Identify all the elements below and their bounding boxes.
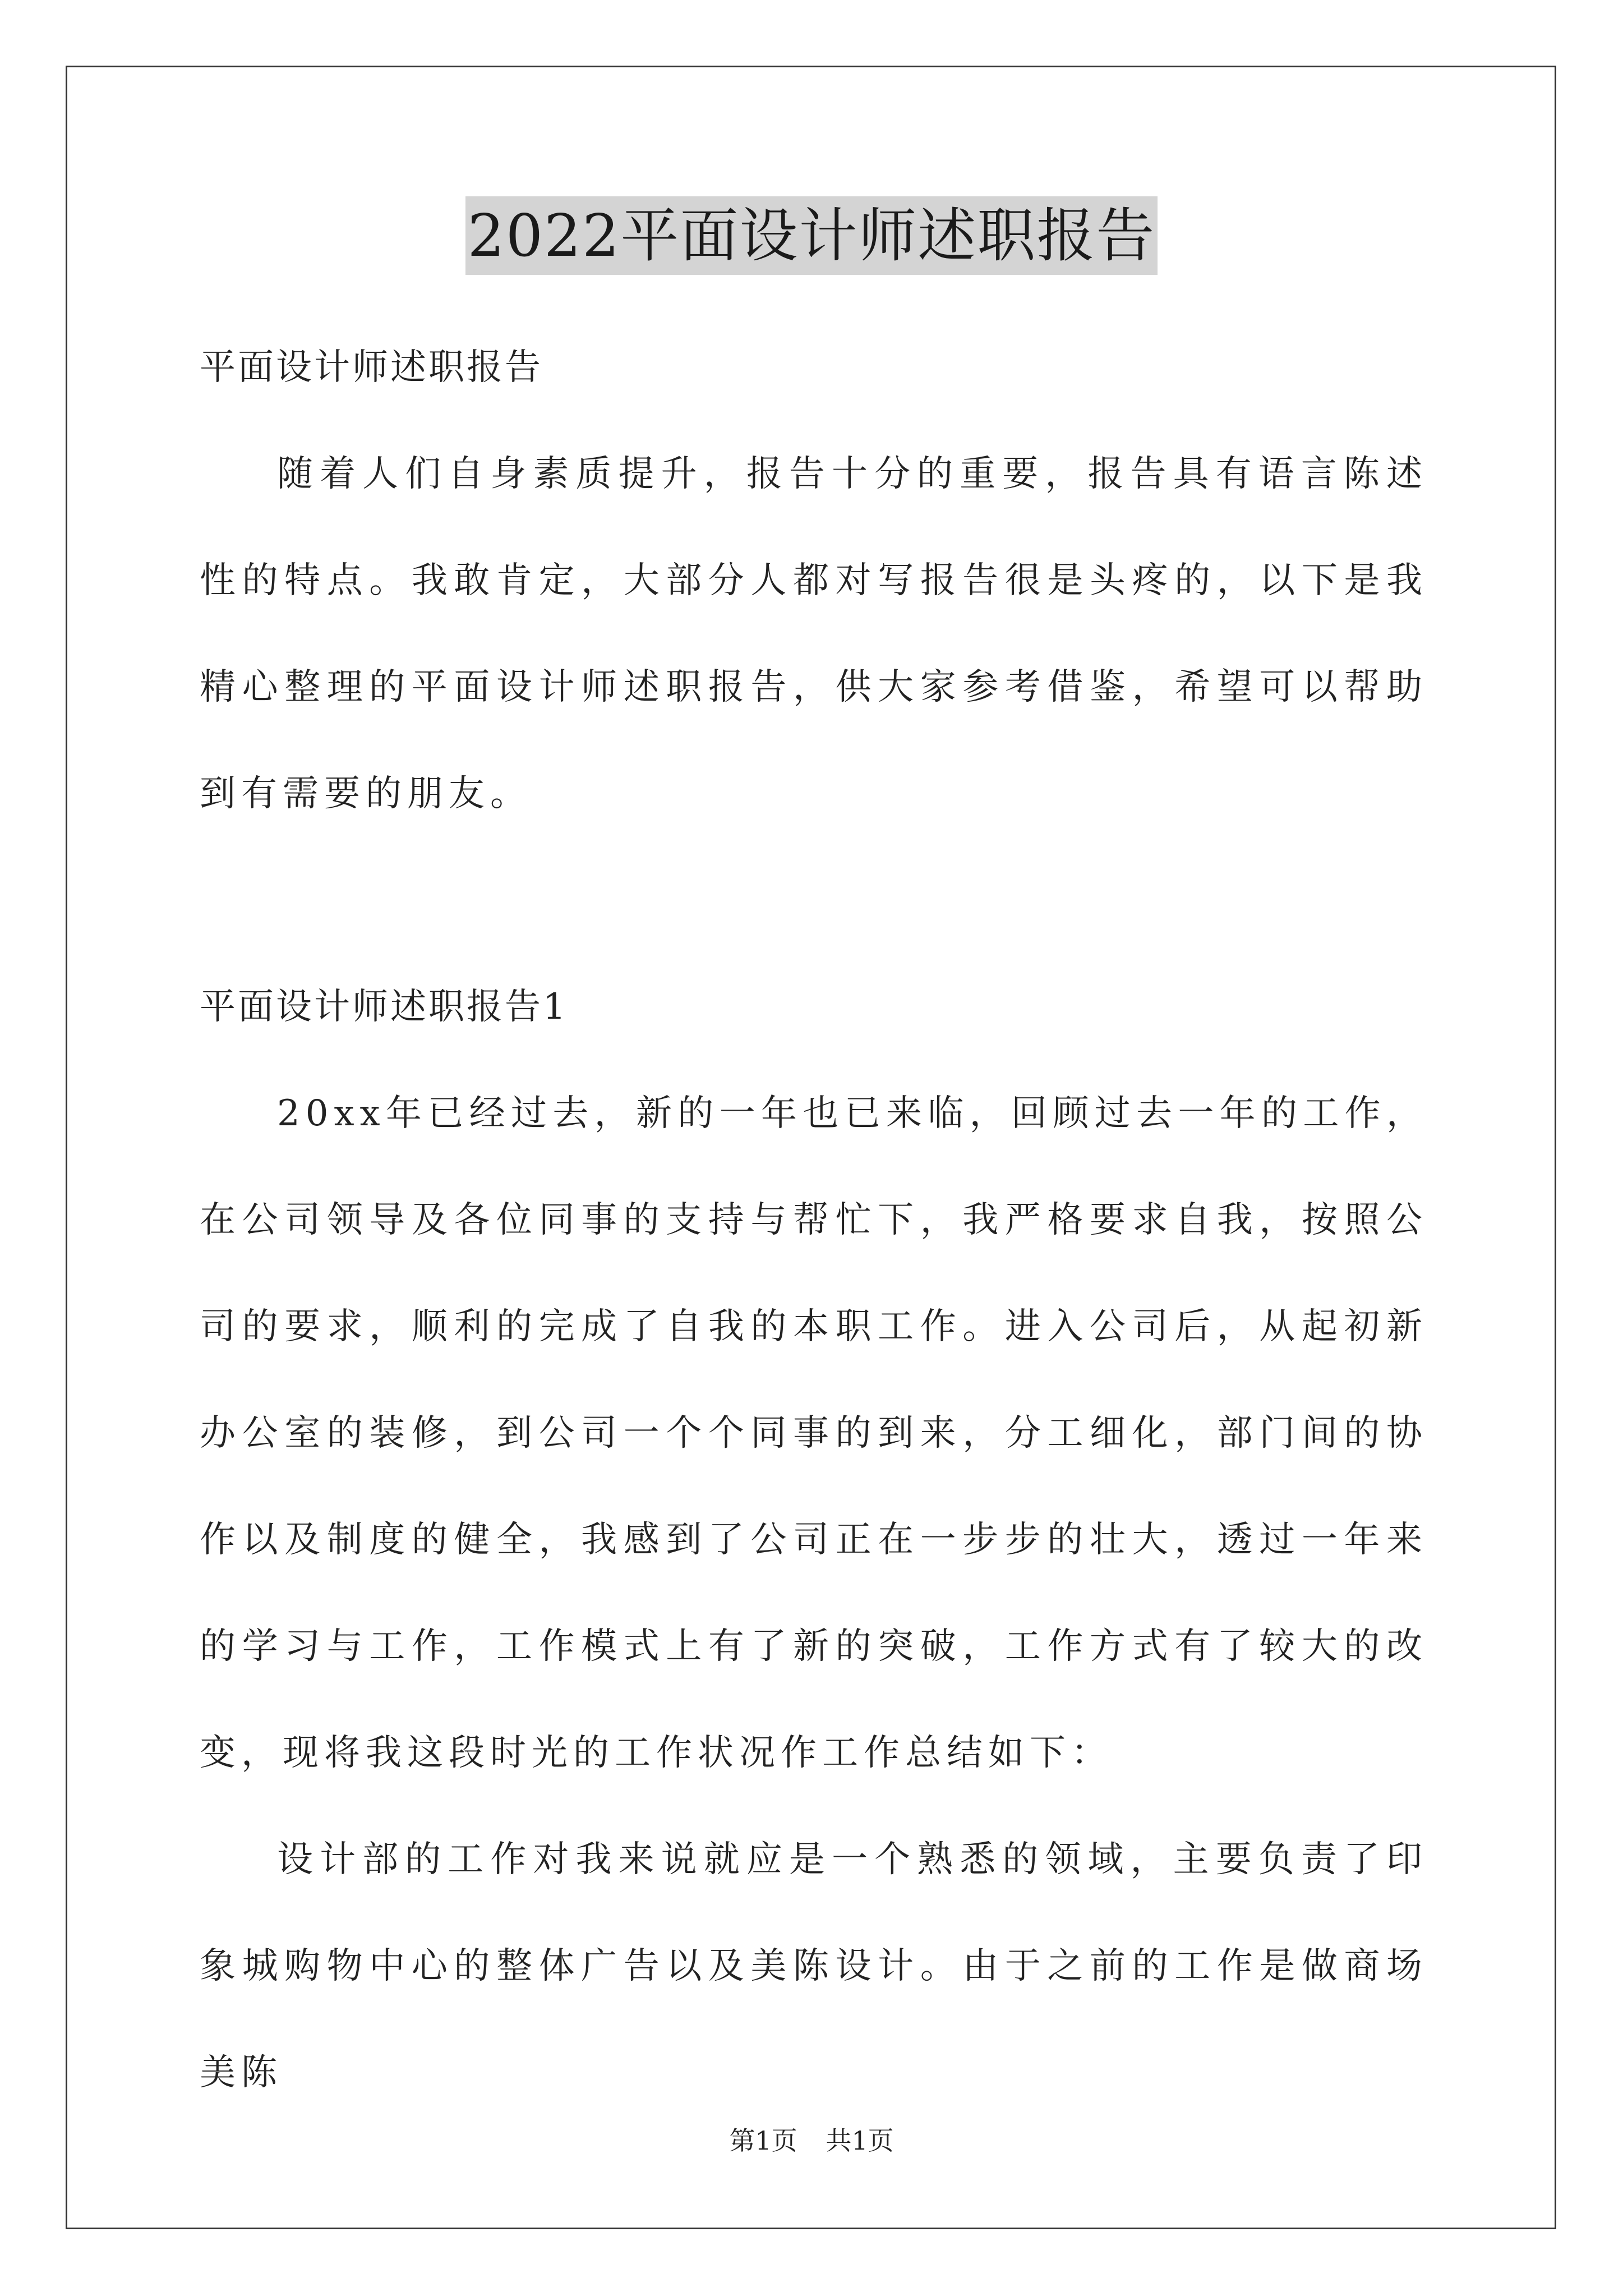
document-title: 2022平面设计师述职报告: [465, 196, 1158, 275]
document-body: [200, 314, 1428, 2126]
title-container: [0, 196, 1623, 275]
page-number-current: 第1页: [729, 2125, 797, 2156]
body-paragraph-1: 20xx年已经过去，新的一年也已来临，回顾过去一年的工作，在公司领导及各位同事的支持与帮忙下，我严格要求自我，按照公司的要求，顺利的完成了自我的本职工作。进入公司后，从起初新办公室的装修，到公司一个个同事的到来，分工细化，部门间的协作以及制度的健全，我感到了公司正在一步步的壮大，透过一年来的学习与工作，工作模式上有了新的突破，工作方式有了较大的改变，现将我这段时光的工作状况作工作总结如下：: [200, 1093, 1428, 1774]
page-number-total: 共1页: [826, 2125, 894, 2156]
page-footer: [0, 2120, 1623, 2157]
intro-heading: 平面设计师述职报告: [200, 347, 543, 388]
section-heading: 平面设计师述职报告1: [200, 986, 568, 1028]
section-spacer: [200, 847, 1428, 954]
body-paragraph-2: 设计部的工作对我来说就应是一个熟悉的领域，主要负责了印象城购物中心的整体广告以及美陈设计。由于之前的工作是做商场美陈: [200, 1839, 1428, 2093]
intro-paragraph: 随着人们自身素质提升，报告十分的重要，报告具有语言陈述性的特点。我敢肯定，大部分人都对写报告很是头疼的，以下是我精心整理的平面设计师述职报告，供大家参考借鉴，希望可以帮助到有需要的朋友。: [200, 453, 1428, 815]
